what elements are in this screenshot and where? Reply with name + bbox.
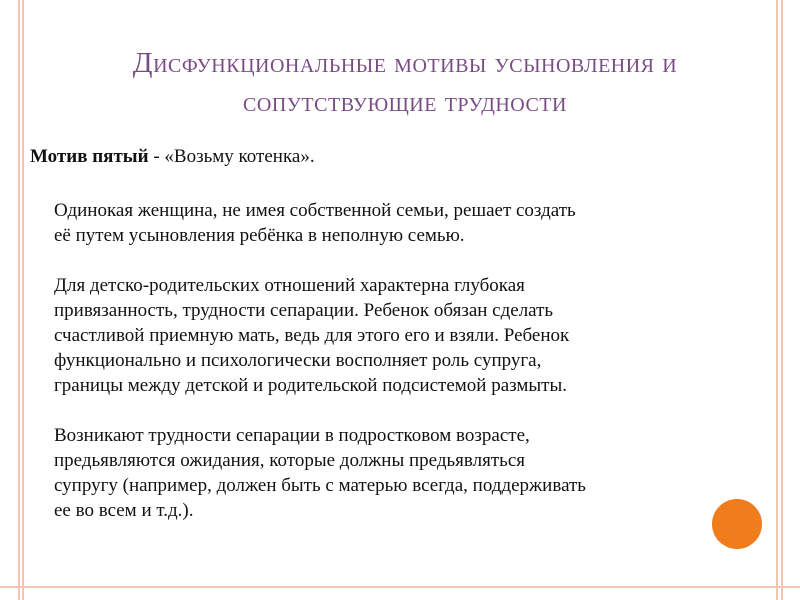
accent-circle-decoration: [712, 499, 762, 549]
slide-title: [60, 44, 750, 122]
bullet-item: [30, 198, 760, 248]
bullet-line: её путем усыновления ребёнка в неполную семью.: [54, 225, 465, 246]
frame-bottom-line: [0, 586, 800, 588]
frame-right-line: [781, 0, 783, 600]
bullet-line: ее во всем и т.д.).: [54, 500, 194, 521]
bullet-line: Для детско-родительских отношений характерна глубокая: [54, 275, 525, 296]
bullet-line: привязанность, трудности сепарации. Ребенок обязан сделать: [54, 300, 554, 321]
bullet-line: функционально и психологически восполняет роль супруга,: [54, 350, 542, 371]
bullet-line: Возникают трудности сепарации в подростковом возрасте,: [54, 425, 530, 446]
motive-text: - «Возьму котенка».: [148, 146, 315, 167]
title-line-1: Дисфункциональные мотивы усыновления и: [132, 47, 678, 79]
bullet-line: Одинокая женщина, не имея собственной семьи, решает создать: [54, 200, 576, 221]
bullet-item: [30, 423, 760, 523]
bullet-list: [30, 198, 760, 548]
bullet-line: супругу (например, должен быть с матерью всегда, поддерживать: [54, 475, 586, 496]
bullet-line: границы между детской и родительской подсистемой размыты.: [54, 375, 567, 396]
bullet-line: предьявляются ожидания, которые должны предьявляться: [54, 450, 525, 471]
frame-right-line-inner: [776, 0, 778, 600]
bullet-item: [30, 273, 760, 398]
motive-label: Мотив пятый: [30, 146, 149, 167]
bullet-line: счастливой приемную мать, ведь для этого его и взяли. Ребенок: [54, 325, 570, 346]
frame-left-line: [18, 0, 20, 600]
title-line-2: сопутствующие трудности: [243, 86, 567, 118]
motive-heading: [30, 146, 315, 168]
frame-left-line-inner: [22, 0, 24, 600]
